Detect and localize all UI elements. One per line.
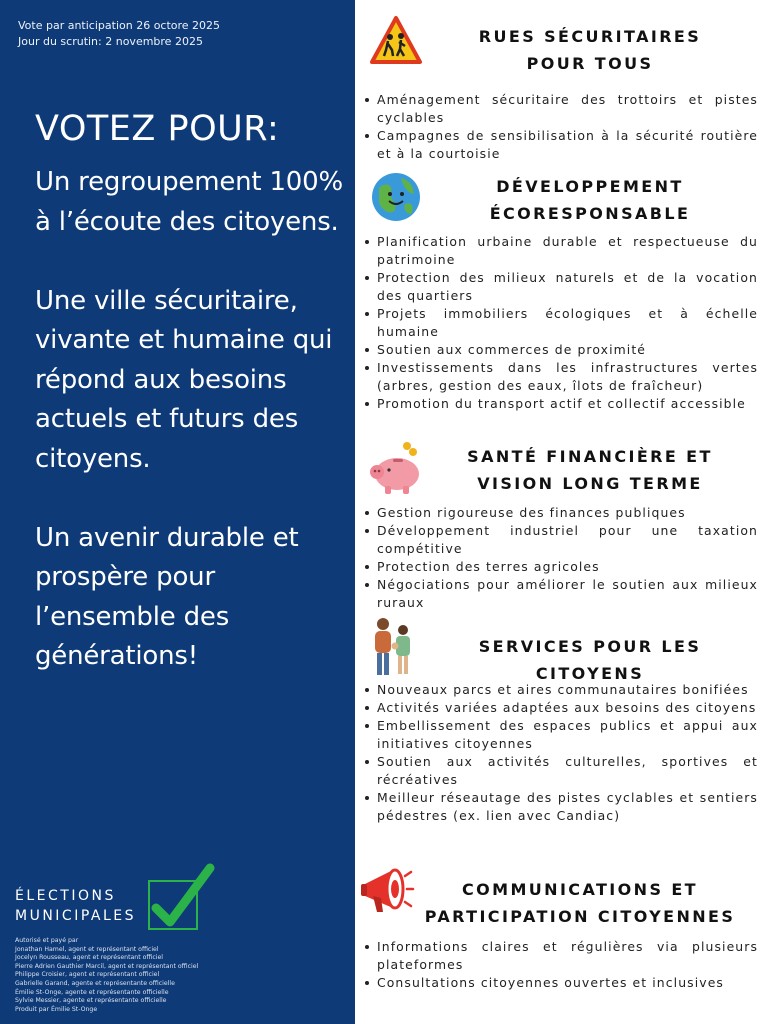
section-item-list	[363, 681, 758, 825]
section-item-list	[363, 233, 758, 413]
list-item: Activités variées adaptées aux besoins des citoyens	[363, 699, 758, 717]
pitch-paragraph: Un regroupement 100% à l’écoute des citoyens.	[35, 167, 343, 237]
section-financial-health	[355, 438, 768, 618]
section-title: DÉVELOPPEMENT ÉCORESPONSABLE	[489, 177, 691, 223]
list-item: Soutien aux commerces de proximité	[363, 341, 758, 359]
list-item: Consultations citoyennes ouvertes et inclusives	[363, 974, 758, 992]
section-item-list	[363, 504, 758, 612]
checkbox-check-icon	[148, 880, 198, 930]
section-communications	[355, 862, 768, 1012]
section-citizen-services	[355, 614, 768, 869]
piggy-bank-icon	[367, 438, 427, 498]
family-icon	[369, 614, 419, 680]
section-safe-streets	[355, 0, 768, 170]
list-item: Nouveaux parcs et aires communautaires bonifiées	[363, 681, 758, 699]
list-item: Projets immobiliers écologiques et à échelle humaine	[363, 305, 758, 341]
advance-vote-date: Vote par anticipation 26 octore 2025	[18, 19, 221, 32]
list-item: Campagnes de sensibilisation à la sécurité routière et à la courtoisie	[363, 127, 758, 163]
pitch-paragraph: Une ville sécuritaire, vivante et humaine qui répond aux besoins actuels et futurs des citoyens.	[35, 285, 333, 474]
section-item-list	[363, 91, 758, 163]
pitch-text	[35, 163, 345, 716]
right-panel	[355, 0, 768, 1024]
list-item: Négociations pour améliorer le soutien aux milieux ruraux	[363, 576, 758, 612]
section-title: RUES SÉCURITAIRES POUR TOUS	[478, 27, 702, 73]
earth-globe-icon	[369, 170, 423, 224]
list-item: Développement industriel pour une taxation compétitive	[363, 522, 758, 558]
election-day-date: Jour du scrutin: 2 novembre 2025	[18, 35, 203, 48]
section-title: SANTÉ FINANCIÈRE ET VISION LONG TERME	[467, 447, 713, 493]
list-item: Meilleur réseautage des pistes cyclables et sentiers pédestres (ex. lien avec Candiac)	[363, 789, 758, 825]
list-item: Investissements dans les infrastructures vertes (arbres, gestion des eaux, îlots de fraîcheur)	[363, 359, 758, 395]
list-item: Soutien aux activités culturelles, sportives et récréatives	[363, 753, 758, 789]
list-item: Promotion du transport actif et collectif accessible	[363, 395, 758, 413]
list-item: Gestion rigoureuse des finances publiques	[363, 504, 758, 522]
left-panel	[0, 0, 355, 1024]
authorization-credits: Autorisé et payé par Jonathan Hamel, agent et représentant officiel Jocelyn Rousseau, agent et représentant officiel Pierre Adrien Gauthier Marcil, agent et représentant officiel Philippe Croisier, agent et représentant officiel Gabrielle Garand, agente et représentante officielle Émilie St-Onge, agente et représentante officielle Sylvie Messier, agente et représentante officielle Produit par Émilie St-Onge	[15, 937, 199, 1013]
section-eco-development	[355, 170, 768, 440]
section-item-list	[363, 938, 758, 992]
school-crossing-sign-icon	[369, 14, 423, 68]
pitch-paragraph: Un avenir durable et prospère pour l’ensemble des générations!	[35, 522, 299, 671]
election-dates	[18, 18, 220, 50]
list-item: Informations claires et régulières via plusieurs plateformes	[363, 938, 758, 974]
list-item: Planification urbaine durable et respectueuse du patrimoine	[363, 233, 758, 269]
headline: VOTEZ POUR:	[35, 109, 280, 149]
section-title: COMMUNICATIONS ET PARTICIPATION CITOYENNES	[424, 880, 736, 926]
list-item: Embellissement des espaces publics et appui aux initiatives citoyennes	[363, 717, 758, 753]
list-item: Protection des milieux naturels et de la vocation des quartiers	[363, 269, 758, 305]
list-item: Aménagement sécuritaire des trottoirs et pistes cyclables	[363, 91, 758, 127]
elections-label: ÉLECTIONS MUNICIPALES	[15, 888, 136, 924]
section-title: SERVICES POUR LES CITOYENS	[478, 637, 702, 683]
list-item: Protection des terres agricoles	[363, 558, 758, 576]
